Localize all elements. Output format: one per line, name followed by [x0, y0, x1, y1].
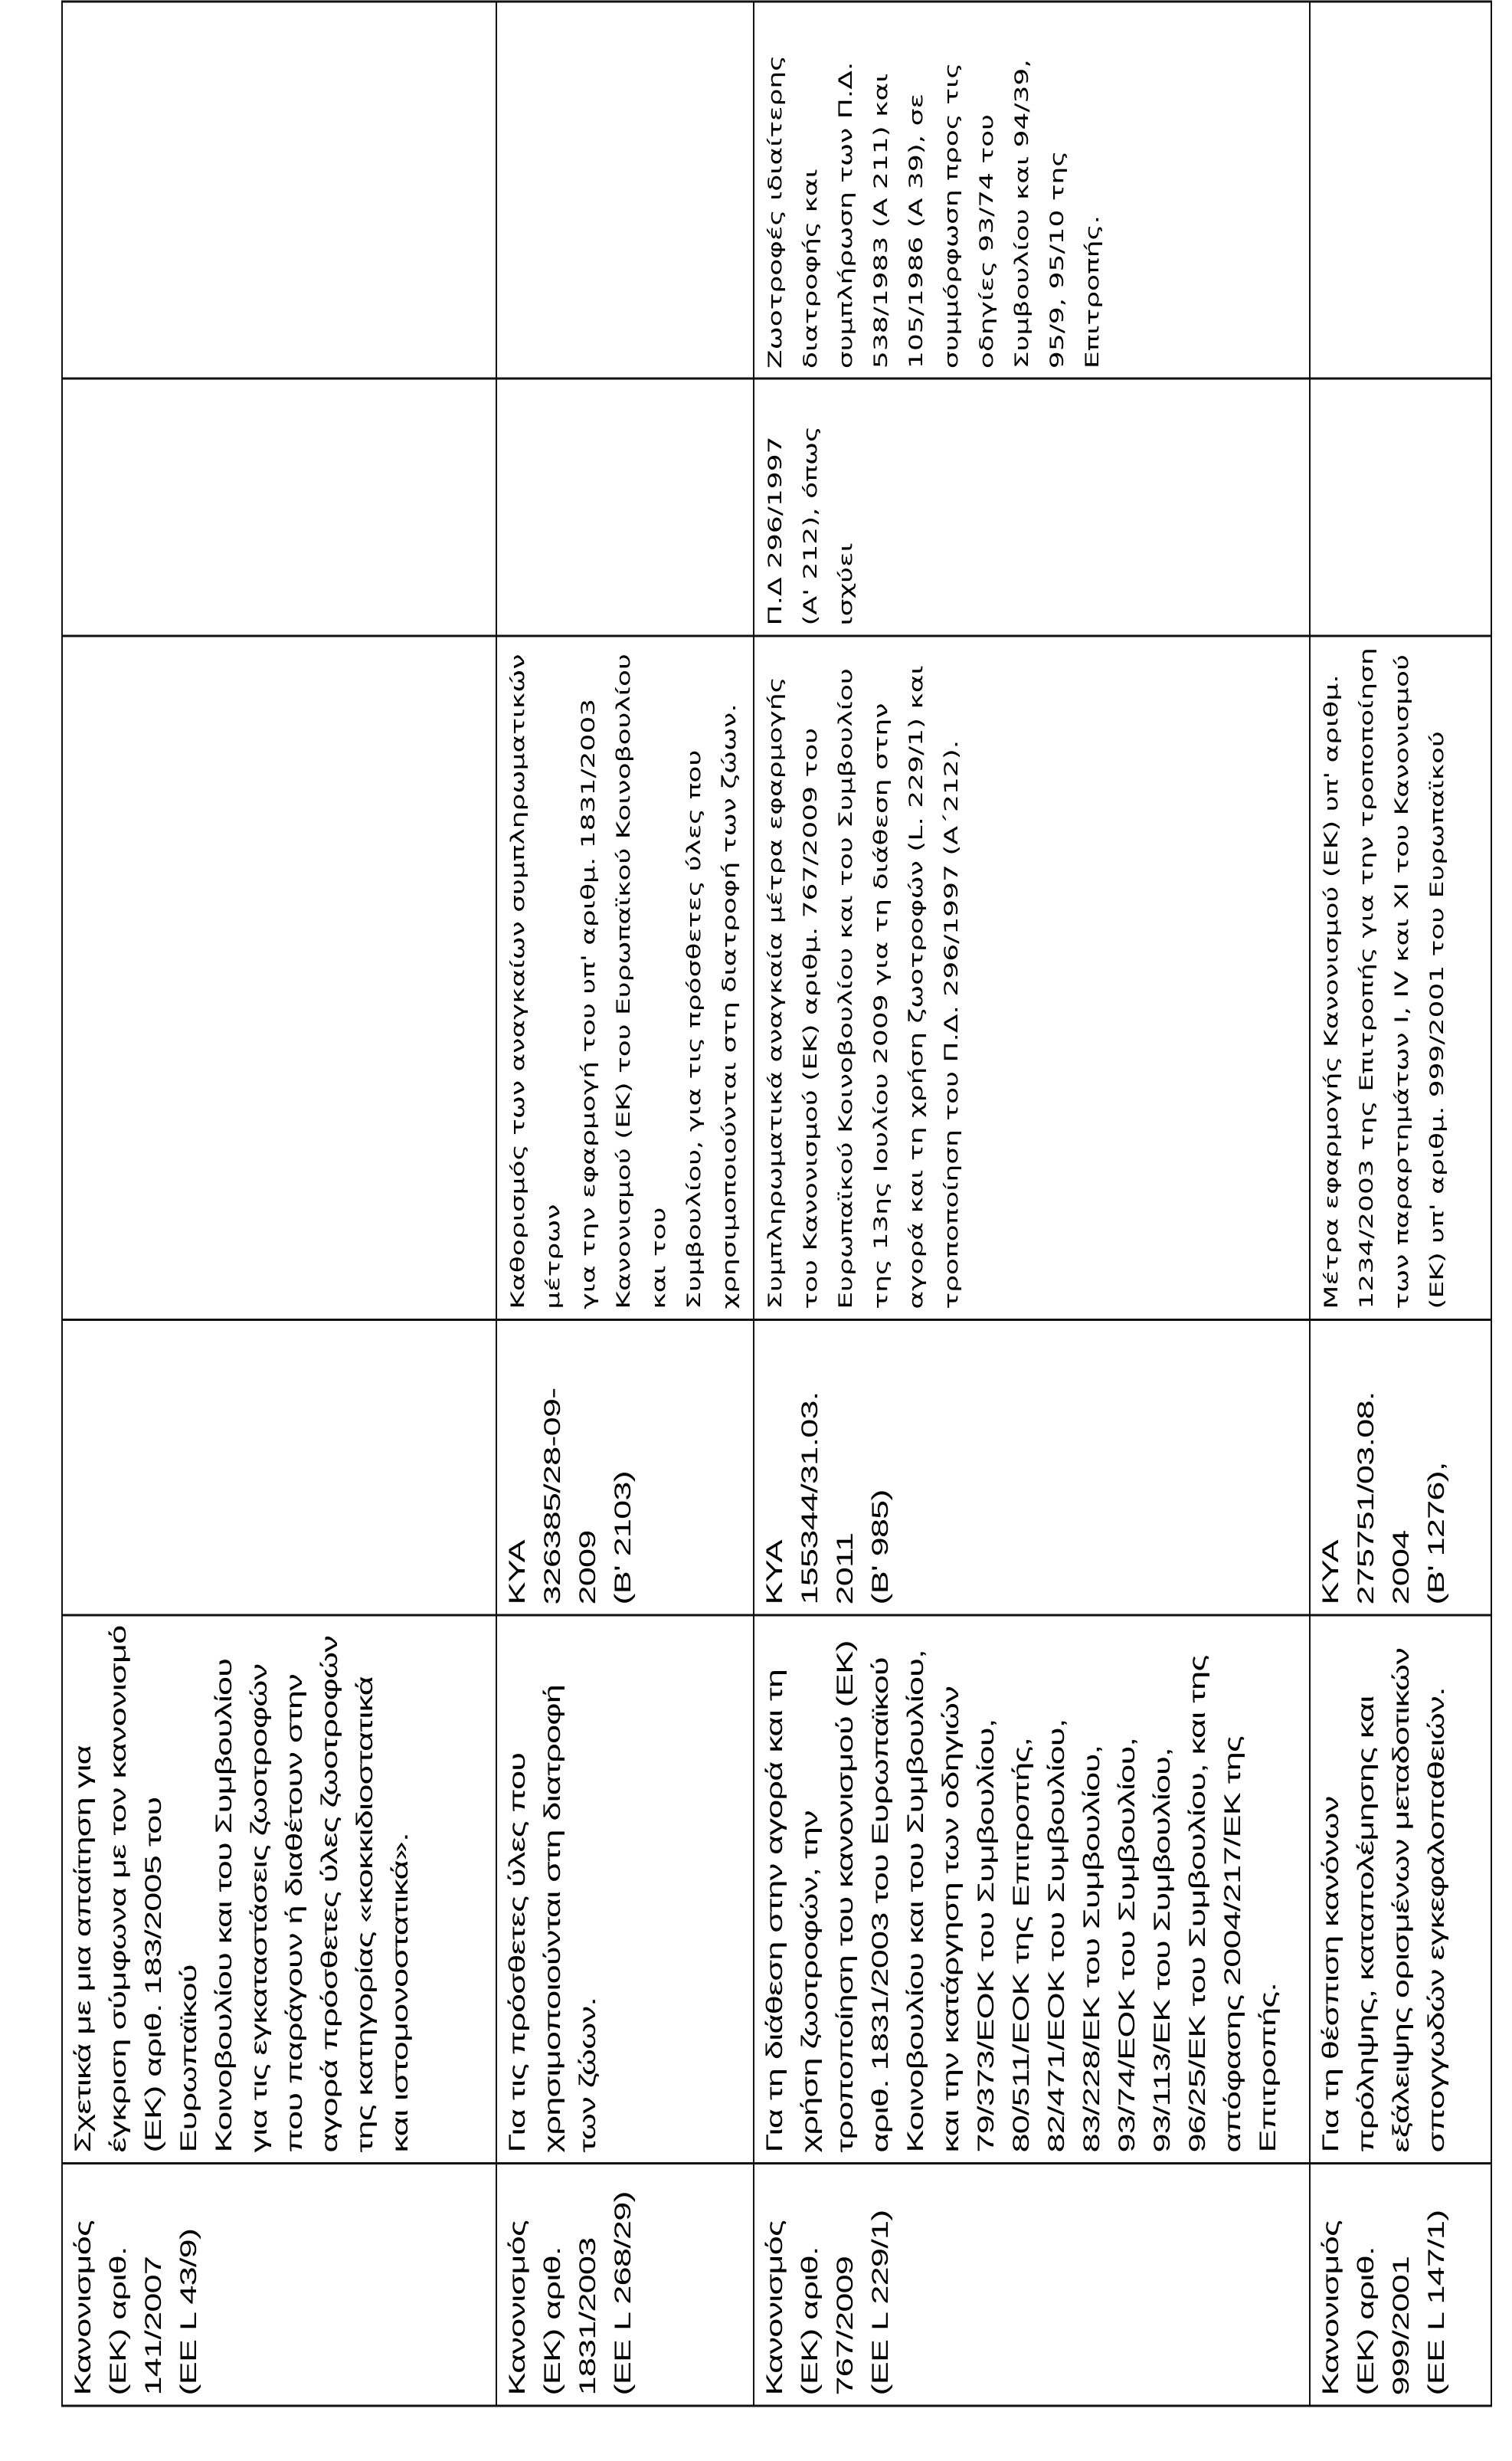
- cell-text-line: 155344/31.03.: [797, 1391, 823, 1605]
- cell-text-line: της 13ης Ιουλίου 2009 για τη διάθεση στην: [870, 703, 892, 1309]
- cell-text-line: Κοινοβουλίου και του Συμβουλίου: [211, 1658, 237, 2153]
- national-act-cell: [62, 1319, 496, 1615]
- presidential-decree-cell: [62, 379, 496, 636]
- cell-text-line: Επιτροπής.: [1082, 215, 1103, 369]
- notes-cell: [1310, 2, 1491, 379]
- cell-text-line: ΚΥΑ: [505, 1540, 530, 1605]
- cell-text-line: διατροφής και: [800, 169, 821, 369]
- cell-text-line: 83/228/ΕΚ του Συμβουλίου,: [1079, 1745, 1105, 2153]
- cell-text-line: Για τις πρόσθετες ύλες που: [505, 1752, 530, 2153]
- cell-text-line: Συμβουλίου, για τις πρόσθετες ύλες που: [683, 749, 705, 1309]
- cell-text-line: συμπλήρωση των Π.Δ.: [835, 61, 856, 369]
- national-act-cell: [754, 1319, 1310, 1615]
- regulation-subject-cell: [62, 1615, 496, 2163]
- regulation-table: [61, 1, 1492, 2407]
- cell-text-line: 141/2007: [141, 2256, 166, 2396]
- cell-text-line: Κανονισμός: [1318, 2220, 1343, 2396]
- cell-text-line: 96/25/ΕΚ του Συμβουλίου, και της: [1185, 1655, 1210, 2153]
- national-act-subject-cell: [62, 636, 496, 1319]
- cell-text-line: Κανονισμός: [70, 2220, 96, 2396]
- cell-text-line: Κανονισμός: [762, 2220, 787, 2396]
- cell-text-line: (Α' 212), όπως: [800, 425, 821, 626]
- cell-text-line: χρησιμοποιούνται στη διατροφή: [540, 1684, 565, 2153]
- national-act-cell: [496, 1319, 754, 1615]
- cell-text-line: Για τη θέσπιση κανόνων: [1318, 1796, 1343, 2153]
- cell-text-line: (ΕΚ) αριθ.: [1353, 2246, 1379, 2396]
- presidential-decree-cell: [496, 379, 754, 636]
- cell-text-line: 538/1983 (Α 211) και: [870, 73, 892, 369]
- cell-text-line: 2004: [1389, 1530, 1414, 1605]
- eu-regulation-cell: [754, 2163, 1310, 2406]
- cell-text-line: σπογγωδών εγκεφαλοπαθειών.: [1424, 1687, 1449, 2153]
- cell-text-line: 105/1986 (Α 39), σε: [905, 93, 927, 369]
- cell-text-line: (ΕΕ L 43/9): [176, 2228, 201, 2396]
- cell-text-line: 82/471/ΕΟΚ του Συμβουλίου,: [1044, 1719, 1069, 2153]
- cell-text-line: Σχετικά με μια απαίτηση για: [70, 1745, 96, 2153]
- cell-text-line: έγκριση σύμφωνα με τον κανονισμό: [106, 1625, 131, 2153]
- cell-text-line: Συμπληρωματικά αναγκαία μέτρα εφαρμογής: [764, 677, 786, 1309]
- cell-text-line: Επιτροπής.: [1255, 1982, 1281, 2153]
- national-act-subject-cell: [496, 636, 754, 1319]
- cell-text-line: (ΕΚ) αριθ.: [106, 2246, 131, 2396]
- cell-text-line: (ΕΚ) αριθ.: [540, 2246, 565, 2396]
- cell-text-line: των ζώων.: [575, 1997, 601, 2153]
- cell-text-line: εξάλειψης ορισμένων μεταδοτικών: [1389, 1647, 1414, 2153]
- cell-text-line: οδηγίες 93/74 του: [976, 113, 997, 369]
- notes-cell: [62, 2, 496, 379]
- cell-text-line: Ζωοτροφές ιδιαίτερης: [764, 54, 786, 369]
- cell-text-line: 326385/28-09-: [540, 1388, 565, 1605]
- cell-text-line: ισχύει: [835, 542, 856, 626]
- cell-text-line: (ΕΕ L 229/1): [868, 2210, 893, 2396]
- cell-text-line: που παράγουν ή διαθέτουν στην: [282, 1673, 307, 2153]
- cell-text-line: 80/511/ΕΟΚ της Επιτροπής,: [1009, 1737, 1034, 2153]
- cell-text-line: Για τη διάθεση στην αγορά και τη: [762, 1669, 787, 2153]
- cell-text-line: αριθ. 1831/2003 του Ευρωπαϊκού: [868, 1657, 893, 2153]
- cell-text-line: και του: [648, 1207, 669, 1309]
- cell-text-line: Κανονισμός: [505, 2220, 530, 2396]
- cell-text-line: 95/9, 95/10 της: [1046, 150, 1068, 369]
- cell-text-line: μέτρων: [542, 1204, 564, 1309]
- cell-text-line: και την κατάργηση των οδηγιών: [938, 1686, 964, 2153]
- national-act-cell: [1310, 1319, 1491, 1615]
- cell-text-line: 999/2001: [1389, 2256, 1414, 2396]
- cell-text-line: (Β' 1276),: [1424, 1462, 1449, 1605]
- presidential-decree-cell: [754, 379, 1310, 636]
- cell-text-line: (Β' 2103): [610, 1471, 636, 1605]
- table-row: [1310, 2, 1491, 2406]
- cell-text-line: 2009: [575, 1530, 601, 1605]
- table-row: [754, 2, 1310, 2406]
- cell-text-line: (ΕΚ) αριθ. 183/2005 του: [141, 1797, 166, 2153]
- notes-cell: [754, 2, 1310, 379]
- cell-text-line: 79/373/ΕΟΚ του Συμβουλίου,: [974, 1719, 999, 2153]
- cell-text-line: συμμόρφωση προς τις: [941, 62, 962, 369]
- rotated-document-page: [0, 1, 1512, 2461]
- eu-regulation-cell: [496, 2163, 754, 2406]
- cell-text-line: για τις εγκαταστάσεις ζωοτροφών: [247, 1663, 272, 2153]
- cell-text-line: πρόληψης, καταπολέμησης και: [1353, 1696, 1379, 2153]
- cell-text-line: Κοινοβουλίου και του Συμβουλίου,: [903, 1650, 928, 2153]
- eu-regulation-cell: [1310, 2163, 1491, 2406]
- table-row: [496, 2, 754, 2406]
- cell-text-line: (ΕΕ L 268/29): [610, 2191, 636, 2396]
- cell-text-line: χρησιμοποιούνται στη διατροφή των ζώων.: [718, 703, 740, 1309]
- national-act-subject-cell: [1310, 636, 1491, 1319]
- cell-text-line: του Κανονισμού (ΕΚ) αριθμ. 767/2009 του: [800, 727, 821, 1309]
- regulation-subject-cell: [496, 1615, 754, 2163]
- cell-text-line: Μέτρα εφαρμογής Κανονισμού (ΕΚ) υπ' αριθμ.: [1321, 674, 1342, 1309]
- national-act-subject-cell: [754, 636, 1310, 1319]
- cell-text-line: και ιστομονοστατικά».: [388, 1833, 413, 2153]
- eu-regulation-cell: [62, 2163, 496, 2406]
- regulation-subject-cell: [1310, 1615, 1491, 2163]
- cell-text-line: ΚΥΑ: [1318, 1540, 1343, 1605]
- cell-text-line: 93/113/ΕΚ του Συμβουλίου,: [1150, 1748, 1175, 2153]
- cell-text-line: Καθορισμός των αναγκαίων συμπληρωματικών: [507, 654, 529, 1309]
- cell-text-line: 93/74/ΕΟΚ του Συμβουλίου,: [1114, 1737, 1140, 2153]
- cell-text-line: 767/2009: [833, 2256, 858, 2396]
- cell-text-line: (ΕΚ) αριθ.: [797, 2246, 823, 2396]
- cell-text-line: Ευρωπαϊκού: [176, 1965, 201, 2153]
- cell-text-line: 1234/2003 της Επιτροπής για την τροποποίηση: [1356, 647, 1377, 1309]
- cell-text-line: για την εφαρμογή του υπ' αριθμ. 1831/2003: [578, 698, 599, 1309]
- cell-text-line: (ΕΚ) υπ' αριθμ. 999/2001 του Ευρωπαϊκού: [1426, 731, 1448, 1309]
- table-row: [62, 2, 496, 2406]
- cell-text-line: αγορά πρόσθετες ύλες ζωοτροφών: [317, 1635, 342, 2153]
- cell-text-line: Π.Δ 296/1997: [764, 436, 786, 626]
- cell-text-line: (ΕΕ L 147/1): [1424, 2210, 1449, 2396]
- cell-text-line: αγορά και τη χρήση ζωοτροφών (L. 229/1) και: [905, 665, 927, 1309]
- cell-text-line: τροποποίηση του Π.Δ. 296/1997 (Α΄212).: [941, 739, 962, 1309]
- cell-text-line: ΚΥΑ: [762, 1540, 787, 1605]
- notes-cell: [496, 2, 754, 379]
- cell-text-line: (Β' 985): [868, 1489, 893, 1605]
- cell-text-line: χρήση ζωοτροφών, την: [797, 1811, 823, 2153]
- cell-text-line: 275751/03.08.: [1353, 1391, 1379, 1605]
- cell-text-line: Συμβουλίου και 94/39,: [1011, 59, 1033, 369]
- cell-text-line: της κατηγορίας «κοκκιδιοστατικά: [352, 1676, 378, 2153]
- cell-text-line: Ευρωπαϊκού Κοινοβουλίου και του Συμβουλίου: [835, 668, 856, 1309]
- cell-text-line: απόφασης 2004/217/ΕΚ της: [1220, 1736, 1245, 2153]
- presidential-decree-cell: [1310, 379, 1491, 636]
- cell-text-line: Κανονισμού (ΕΚ) του Ευρωπαϊκού Κοινοβουλίου: [613, 654, 634, 1309]
- cell-text-line: 1831/2003: [575, 2237, 601, 2396]
- cell-text-line: τροποποίηση του κανονισμού (ΕΚ): [833, 1640, 858, 2153]
- cell-text-line: 2011: [833, 1532, 858, 1605]
- regulation-subject-cell: [754, 1615, 1310, 2163]
- cell-text-line: των παραρτημάτων Ι, IV και XI του Κανονισμού: [1391, 654, 1412, 1309]
